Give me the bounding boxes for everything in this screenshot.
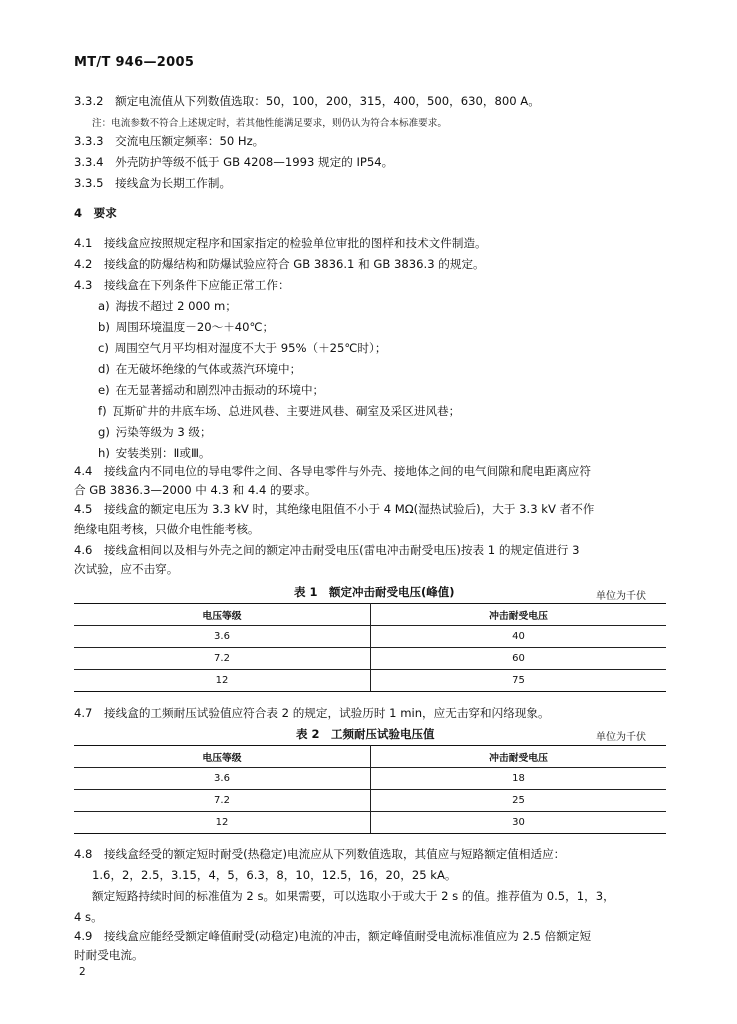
list-text: 周围环境温度－20～＋40℃； xyxy=(115,320,275,334)
clause-text: 接线盒经受的额定短时耐受(热稳定)电流应从下列数值选取，其值应与短路额定值相适应： xyxy=(104,847,566,861)
clause-4-9 xyxy=(74,929,591,943)
clause-4-2 xyxy=(74,257,485,271)
note: 注：电流参数不符合上述规定时，若其他性能满足要求，则仍认为符合本标准要求。 xyxy=(92,118,447,129)
clause-4-4 xyxy=(74,464,591,478)
clause-4-8-cont: 额定短路持续时间的标准值为 2 s。如果需要，可以选取小于或大于 2 s 的值。推荐值为 0.5，1，3， xyxy=(92,889,615,903)
clause-number: 3.3.5 xyxy=(74,176,104,190)
table-1 xyxy=(74,603,666,692)
clause-4-6-cont: 次试验，应不击穿。 xyxy=(74,562,179,576)
table-cell: 7.2 xyxy=(74,648,371,670)
document-header: MT/T 946—2005 xyxy=(74,55,195,70)
table-cell: 40 xyxy=(371,626,667,648)
list-key: g) xyxy=(98,425,110,439)
clause-text: 接线盒相间以及相与外壳之间的额定冲击耐受电压(雷电冲击耐受电压)按表 1 的规定值进行 3 xyxy=(104,543,580,557)
clause-3-3-5 xyxy=(74,176,231,190)
table-header-cell: 冲击耐受电压 xyxy=(371,746,667,768)
clause-number: 4.7 xyxy=(74,706,93,720)
table-2 xyxy=(74,745,666,834)
list-item xyxy=(98,320,274,334)
clause-number: 4.3 xyxy=(74,278,93,292)
clause-3-3-4 xyxy=(74,155,393,169)
clause-text: 接线盒的工频耐压试验值应符合表 2 的规定，试验历时 1 min，应无击穿和闪络现象。 xyxy=(104,706,550,720)
list-key: a) xyxy=(98,299,110,313)
table-row xyxy=(74,790,666,812)
clause-4-7 xyxy=(74,706,550,720)
clause-text: 接线盒内不同电位的导电零件之间、各导电零件与外壳、接地体之间的电气间隙和爬电距离应符 xyxy=(104,464,591,478)
table-header-cell: 电压等级 xyxy=(74,604,371,626)
list-text: 周围空气月平均相对湿度不大于 95%（＋25℃时）； xyxy=(114,341,387,355)
list-key: b) xyxy=(98,320,110,334)
clause-4-5 xyxy=(74,502,594,516)
clause-text: 外壳防护等级不低于 GB 4208—1993 规定的 IP54。 xyxy=(115,155,394,169)
clause-4-9-cont: 时耐受电流。 xyxy=(74,948,144,962)
section-number: 4 xyxy=(74,206,83,220)
list-item xyxy=(98,446,211,460)
list-key: e) xyxy=(98,383,110,397)
list-item xyxy=(98,383,324,397)
table-header-row xyxy=(74,604,666,626)
table-row xyxy=(74,812,666,834)
clause-text: 接线盒在下列条件下应能正常工作： xyxy=(104,278,290,292)
list-item xyxy=(98,299,237,313)
list-text: 海拔不超过 2 000 m； xyxy=(115,299,237,313)
clause-number: 4.6 xyxy=(74,543,93,557)
list-key: f) xyxy=(98,404,107,418)
clause-4-8 xyxy=(74,847,565,861)
table-cell: 3.6 xyxy=(74,768,371,790)
clause-3-3-2 xyxy=(74,94,540,108)
clause-text: 接线盒的防爆结构和防爆试验应符合 GB 3836.1 和 GB 3836.3 的规定。 xyxy=(104,257,485,271)
clause-text: 接线盒应按照规定程序和国家指定的检验单位审批的图样和技术文件制造。 xyxy=(104,236,487,250)
clause-text: 交流电压额定频率：50 Hz。 xyxy=(115,134,265,148)
list-text: 在无显著摇动和剧烈冲击振动的环境中； xyxy=(115,383,325,397)
clause-4-4-cont: 合 GB 3836.3—2000 中 4.3 和 4.4 的要求。 xyxy=(74,483,317,497)
clause-text: 额定电流值从下列数值选取：50，100，200，315，400，500，630，800 A。 xyxy=(115,94,540,108)
table-cell: 25 xyxy=(371,790,667,812)
clause-number: 4.4 xyxy=(74,464,93,478)
section-title: 要求 xyxy=(93,206,117,220)
clause-text: 接线盒为长期工作制。 xyxy=(115,176,232,190)
table-cell: 30 xyxy=(371,812,667,834)
list-text: 瓦斯矿井的井底车场、总进风巷、主要进风巷、硐室及采区进风巷； xyxy=(112,404,461,418)
table-2-unit: 单位为千伏 xyxy=(596,732,646,743)
table-row xyxy=(74,626,666,648)
table-cell: 18 xyxy=(371,768,667,790)
table-row xyxy=(74,768,666,790)
table-cell: 12 xyxy=(74,812,371,834)
table-cell: 12 xyxy=(74,670,371,692)
list-text: 安装类别：Ⅱ或Ⅲ。 xyxy=(115,446,211,460)
clause-4-3 xyxy=(74,278,290,292)
table-header-cell: 电压等级 xyxy=(74,746,371,768)
clause-number: 4.5 xyxy=(74,502,93,516)
table-header-row xyxy=(74,746,666,768)
clause-number: 3.3.3 xyxy=(74,134,104,148)
clause-number: 3.3.2 xyxy=(74,94,104,108)
list-key: d) xyxy=(98,362,110,376)
clause-4-6 xyxy=(74,543,579,557)
list-item xyxy=(98,425,212,439)
clause-number: 3.3.4 xyxy=(74,155,104,169)
table-cell: 3.6 xyxy=(74,626,371,648)
table-cell: 60 xyxy=(371,648,667,670)
list-key: c) xyxy=(98,341,109,355)
clause-text: 接线盒的额定电压为 3.3 kV 时，其绝缘电阻值不小于 4 MΩ(湿热试验后)，大于 3.3 kV 者不作 xyxy=(104,502,595,516)
list-key: h) xyxy=(98,446,110,460)
list-item xyxy=(98,341,386,355)
table-row xyxy=(74,648,666,670)
clause-text: 接线盒应能经受额定峰值耐受(动稳定)电流的冲击，额定峰值耐受电流标准值应为 2.5 倍额定短 xyxy=(104,929,592,943)
clause-4-5-cont: 绝缘电阻考核，只做介电性能考核。 xyxy=(74,522,260,536)
list-item xyxy=(98,362,301,376)
section-4-heading xyxy=(74,206,117,220)
list-text: 污染等级为 3 级； xyxy=(115,425,212,439)
page-number: 2 xyxy=(79,966,86,978)
clause-3-3-3 xyxy=(74,134,264,148)
clause-number: 4.8 xyxy=(74,847,93,861)
list-item xyxy=(98,404,460,418)
table-2-caption: 表 2 工频耐压试验电压值 xyxy=(296,727,435,741)
clause-4-8-cont2: 4 s。 xyxy=(74,910,103,924)
clause-number: 4.1 xyxy=(74,236,93,250)
table-header-cell: 冲击耐受电压 xyxy=(371,604,667,626)
clause-number: 4.9 xyxy=(74,929,93,943)
table-row xyxy=(74,670,666,692)
table-cell: 7.2 xyxy=(74,790,371,812)
list-text: 在无破坏绝缘的气体或蒸汽环境中； xyxy=(115,362,302,376)
table-1-unit: 单位为千伏 xyxy=(596,591,646,602)
clause-4-8-values: 1.6，2，2.5，3.15，4，5，6.3，8，10，12.5，16，20，25 kA。 xyxy=(92,868,457,882)
table-cell: 75 xyxy=(371,670,667,692)
clause-number: 4.2 xyxy=(74,257,93,271)
table-1-caption: 表 1 额定冲击耐受电压(峰值) xyxy=(294,585,455,599)
clause-4-1 xyxy=(74,236,487,250)
